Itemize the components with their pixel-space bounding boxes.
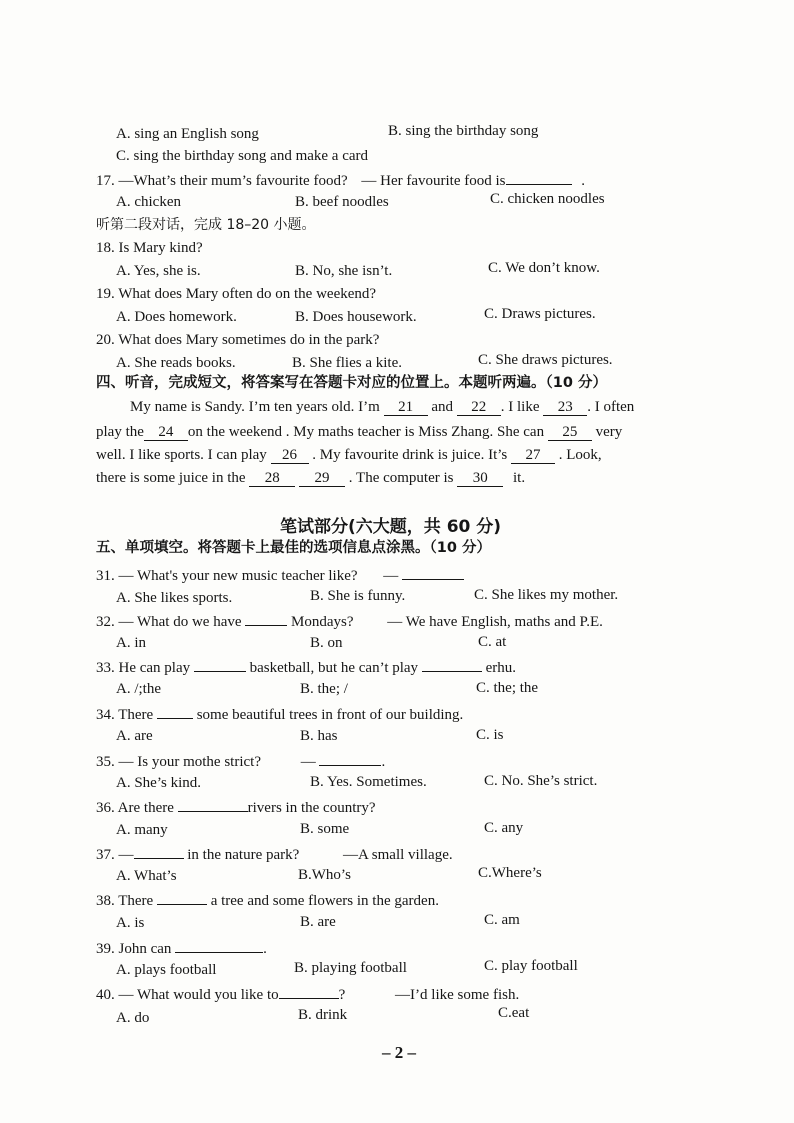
q38-text: a tree and some flowers in the garden. [210, 893, 439, 909]
page-number: – 2 – [382, 1043, 416, 1062]
q36-text: rivers in the country? [247, 800, 376, 816]
q32-text: Mondays? [291, 614, 354, 630]
q36-option-a: A. many [116, 822, 168, 838]
passage-text: and [431, 399, 453, 415]
q35-blank [319, 750, 381, 766]
q32-question [96, 610, 603, 632]
q34-text: some beautiful trees in front of our building. [196, 707, 464, 723]
q34-question [96, 703, 463, 725]
passage-text: My name is Sandy. I’m ten years old. I’m [130, 399, 380, 415]
q32-blank [245, 610, 287, 626]
q34-option-a: A. are [116, 728, 153, 744]
q18-question: 18. Is Mary kind? [96, 240, 203, 256]
q37-option-b: B.Who’s [298, 867, 351, 883]
q20-question: 20. What does Mary sometimes do in the park? [96, 332, 380, 348]
blank-21: 21 [384, 400, 428, 416]
q35-option-c: C. No. She’s strict. [484, 773, 598, 789]
passage-text: well. I like sports. I can play [96, 447, 267, 463]
q32-option-b: B. on [310, 635, 343, 651]
q17-option-b: B. beef noodles [295, 194, 389, 210]
q34-text: 34. There [96, 707, 154, 723]
q17-end: . [581, 173, 585, 189]
passage-text: very [595, 424, 623, 440]
blank-23: 23 [543, 400, 587, 416]
passage-line-1 [130, 397, 634, 417]
q37-blank [134, 843, 184, 859]
q35-end: . [381, 754, 386, 770]
q16-option-c: C. sing the birthday song and make a card [116, 148, 369, 164]
passage-line-3 [96, 445, 602, 465]
q38-option-c: C. am [484, 912, 520, 928]
q33-text: erhu. [485, 660, 516, 676]
q40-text: 40. — What would you like to [96, 987, 279, 1003]
blank-22: 22 [457, 400, 501, 416]
q39-blank [175, 937, 263, 953]
q17-option-c: C. chicken noodles [490, 191, 605, 207]
q20-option-c: C. She draws pictures. [478, 352, 613, 368]
q33-blank-2 [422, 656, 482, 672]
q39-option-a: A. plays football [116, 962, 217, 978]
q33-text: 33. He can play [96, 660, 191, 676]
q31-option-b: B. She is funny. [310, 588, 406, 604]
q19-option-c: C. Draws pictures. [484, 306, 596, 322]
q31-blank [402, 564, 464, 580]
q31-text: 31. — What's your new music teacher like? [96, 568, 358, 584]
q20-option-a: A. She reads books. [116, 355, 236, 371]
blank-24: 24 [144, 425, 188, 441]
q33-option-b: B. the; / [300, 681, 348, 697]
q36-option-c: C. any [484, 820, 524, 836]
q37-question [96, 843, 453, 865]
q37-option-a: A. What’s [116, 868, 177, 884]
q38-option-b: B. are [300, 914, 336, 930]
q32-option-c: C. at [478, 634, 507, 650]
passage-line-2 [96, 422, 622, 442]
q40-text: ? [338, 987, 346, 1003]
q37-option-c: C.Where’s [478, 865, 542, 881]
blank-27: 27 [511, 448, 555, 464]
q34-blank [157, 703, 193, 719]
q33-text: basketball, but he can’t play [249, 660, 419, 676]
q16-option-b: B. sing the birthday song [388, 123, 539, 139]
passage-text: . Look, [558, 447, 602, 463]
q17-question [96, 169, 585, 191]
q34-option-b: B. has [300, 728, 338, 744]
written-part-title: 笔试部分(六大题，共 60 分) [280, 517, 502, 537]
q36-text: 36. Are there [96, 800, 174, 816]
q39-text: 39. John can [96, 941, 172, 957]
q35-option-a: A. She’s kind. [116, 775, 202, 791]
passage-text: . I like [500, 399, 540, 415]
q38-blank [157, 889, 207, 905]
q32-answer: — We have English, maths and P.E. [387, 614, 603, 630]
q17-option-a: A. chicken [116, 194, 181, 210]
q40-option-a: A. do [116, 1010, 150, 1026]
q31-dash: — [383, 568, 399, 584]
q18-option-a: A. Yes, she is. [116, 263, 201, 279]
q16-option-a: A. sing an English song [116, 126, 259, 142]
q31-option-c: C. She likes my mother. [474, 587, 619, 603]
q35-question [96, 750, 385, 772]
q33-blank-1 [194, 656, 246, 672]
q19-question: 19. What does Mary often do on the weekend? [96, 286, 377, 302]
q36-blank [178, 796, 248, 812]
q40-option-b: B. drink [298, 1007, 348, 1023]
q37-text: in the nature park? [187, 847, 300, 863]
q38-question [96, 889, 439, 911]
q34-option-c: C. is [476, 727, 504, 743]
q32-text: 32. — What do we have [96, 614, 242, 630]
q31-question [96, 564, 464, 586]
passage-text: play the [96, 424, 144, 440]
passage-text: . The computer is [348, 470, 454, 486]
q35-text: 35. — Is your mothe strict? [96, 754, 261, 770]
passage-text: . I often [587, 399, 635, 415]
passage-text: . My favourite drink is juice. It’s [312, 447, 508, 463]
section4-heading: 四、听音，完成短文，将答案写在答题卡对应的位置上。本题听两遍。（10 分） [96, 375, 607, 391]
q18-option-b: B. No, she isn’t. [295, 263, 393, 279]
q18-option-c: C. We don’t know. [488, 260, 600, 276]
q40-option-c: C.eat [498, 1005, 530, 1021]
q20-option-b: B. She flies a kite. [292, 355, 402, 371]
q19-option-b: B. Does housework. [295, 309, 417, 325]
section5-heading: 五、单项填空。将答题卡上最佳的选项信息点涂黑。（10 分） [96, 540, 491, 556]
q38-text: 38. There [96, 893, 154, 909]
q39-end: . [263, 941, 267, 957]
q31-option-a: A. She likes sports. [116, 590, 233, 606]
passage-text: on the weekend . My maths teacher is Miss Zhang. She can [187, 424, 545, 440]
q33-question [96, 656, 516, 678]
q36-question [96, 796, 376, 818]
q17-text: 17. —What’s their mum’s favourite food? [96, 173, 348, 189]
q17-answer: — Her favourite food is [361, 173, 506, 189]
passage-text: it. [513, 470, 526, 486]
q19-option-a: A. Does homework. [116, 309, 237, 325]
q35-dash: — [300, 754, 316, 770]
q17-blank [506, 169, 572, 185]
q40-blank [279, 983, 339, 999]
q37-answer: —A small village. [343, 847, 453, 863]
q35-option-b: B. Yes. Sometimes. [310, 774, 427, 790]
q40-question [96, 983, 519, 1005]
passage-text: there is some juice in the [96, 470, 246, 486]
passage-line-4 [96, 468, 525, 488]
blank-29: 29 [299, 471, 345, 487]
q37-text: 37. — [96, 847, 134, 863]
q36-option-b: B. some [300, 821, 350, 837]
blank-26: 26 [271, 448, 309, 464]
q39-option-b: B. playing football [294, 960, 407, 976]
q40-answer: —I’d like some fish. [395, 987, 520, 1003]
q39-question [96, 937, 267, 959]
blank-30: 30 [457, 471, 503, 487]
dialog2-instruction: 听第二段对话，完成 18–20 小题。 [96, 217, 316, 233]
blank-25: 25 [548, 425, 592, 441]
q33-option-a: A. /;the [116, 681, 161, 697]
blank-28: 28 [249, 471, 295, 487]
q33-option-c: C. the; the [476, 680, 539, 696]
q32-option-a: A. in [116, 635, 146, 651]
q38-option-a: A. is [116, 915, 145, 931]
q39-option-c: C. play football [484, 958, 578, 974]
